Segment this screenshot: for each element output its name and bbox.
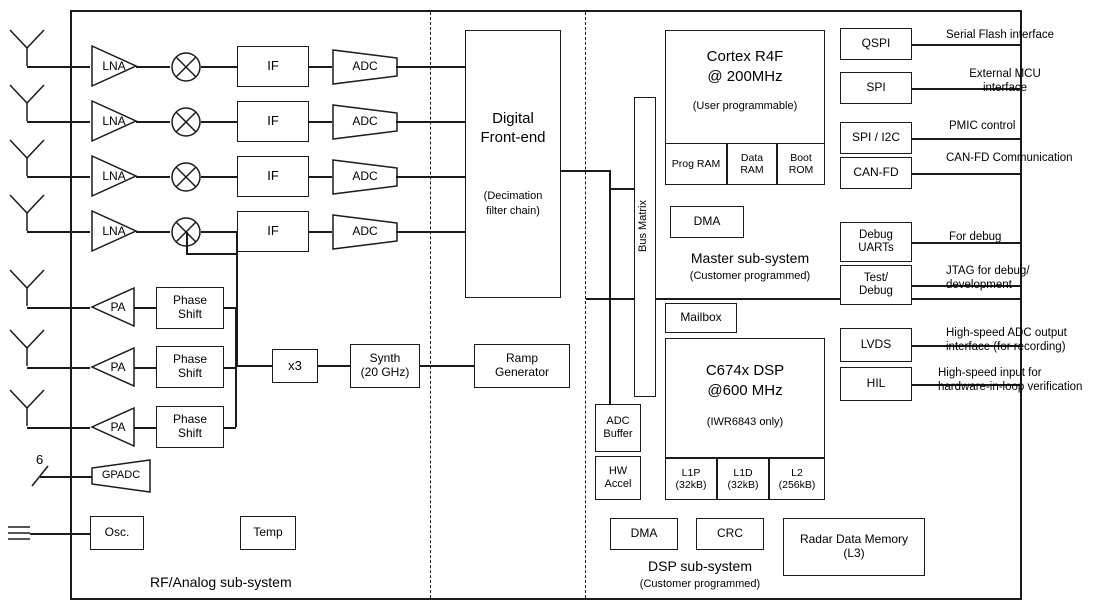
adc-buffer-block (595, 404, 641, 452)
rx-antenna-3-icon (8, 138, 46, 178)
if1-to-adc (309, 66, 332, 68)
chip-border-left (70, 10, 72, 600)
synth-label-line1: Synth (369, 351, 401, 366)
lvds-desc-line1: High-speed ADC output (946, 327, 1067, 339)
test-debug-block (840, 265, 912, 305)
phase-shift-1-label-line1: Phase (172, 293, 208, 308)
radar-mem-label-line1: Radar Data Memory (799, 532, 909, 547)
l1d-block (717, 458, 769, 500)
if-4-label: IF (267, 223, 279, 239)
lna3-to-mixer (136, 176, 170, 178)
mixer4-to-if (201, 231, 237, 233)
test-debug-desc-line2: development (946, 279, 1012, 292)
osc-label: Osc. (104, 525, 130, 540)
spi-desc-line2: interface (982, 81, 1028, 94)
multiplier-label: x3 (288, 357, 302, 373)
test-debug-desc-line1: JTAG for debug/ (946, 265, 1030, 277)
dma-dsp-label: DMA (630, 526, 658, 541)
qspi-line (912, 44, 1020, 46)
chip-border-right (1020, 10, 1022, 600)
pa-2-label: PA (110, 360, 126, 374)
dfe-label-line1: Digital (492, 109, 534, 127)
if-2-label: IF (267, 113, 279, 129)
data-ram-block (727, 143, 777, 185)
tx-antenna-3-icon (8, 388, 46, 428)
lna-2-label: LNA (102, 114, 126, 128)
lna4-to-mixer (136, 231, 170, 233)
rf-analog-subsystem-title: RF/Analog sub-system (150, 574, 292, 590)
test-debug-desc (946, 264, 1100, 293)
lna2-to-mixer (136, 121, 170, 123)
can-fd-label: CAN-FD (853, 165, 899, 180)
osc-block (90, 516, 144, 550)
lo-to-mixer4 (186, 232, 188, 254)
if-block-3 (237, 156, 309, 197)
l2-label-line2: (256kB) (778, 479, 816, 491)
can-fd-block (840, 157, 912, 189)
dma-dsp-block (610, 518, 678, 550)
cortex-label-line1: Cortex R4F (706, 48, 784, 65)
hil-label: HIL (866, 376, 886, 391)
adc-4-label: ADC (352, 224, 378, 238)
l1d-label-line2: (32kB) (727, 479, 759, 491)
mixer-2-icon (170, 106, 202, 138)
tx3-feed (27, 427, 90, 429)
gpadc-count-label: 6 (36, 452, 44, 467)
phase-shift-3 (156, 406, 224, 448)
osc-input-line (30, 533, 90, 535)
c674x-dsp-block (665, 338, 825, 458)
ps3-to-pa3 (134, 427, 156, 429)
radar-mem-label-line2: (L3) (843, 546, 865, 560)
dsp-label-line2: @600 MHz (707, 381, 783, 399)
rx2-feed (27, 121, 90, 123)
lna-1-label: LNA (102, 59, 126, 73)
crc-block (696, 518, 764, 550)
l2-label-line1: L2 (791, 466, 803, 479)
prog-ram-block (665, 143, 727, 185)
divider-digital-proc (585, 12, 586, 598)
can-fd-desc: CAN-FD Communication (946, 152, 1073, 164)
l2-block (769, 458, 825, 500)
adc-buffer-label-line2: Buffer (603, 428, 633, 440)
phase-shift-1 (156, 287, 224, 329)
lvds-desc-line2: interface (for recording) (946, 341, 1066, 354)
lna1-to-mixer (136, 66, 170, 68)
synth-label-line2: (20 GHz) (360, 365, 410, 379)
dsp-subsystem-title: DSP sub-system (648, 558, 752, 574)
hw-accel-label-line1: HW (608, 465, 628, 478)
lna-4-label: LNA (102, 224, 126, 238)
ramp-gen-label-line2: Generator (494, 365, 550, 379)
hil-block (840, 367, 912, 401)
synth-block (350, 344, 420, 388)
mixer-1-icon (170, 51, 202, 83)
l1p-label-line1: L1P (681, 466, 701, 479)
spi-i2c-desc: PMIC control (949, 120, 1016, 132)
tx-antenna-1-icon (8, 268, 46, 308)
qspi-block (840, 28, 912, 60)
divider-rf-digital (430, 12, 431, 598)
ramp-gen-label-line1: Ramp (505, 351, 538, 366)
ps1-bus-stub (224, 307, 236, 309)
spi-i2c-label: SPI / I2C (851, 130, 901, 145)
phase-shift-2-label-line2: Shift (177, 366, 202, 380)
phase-shift-2 (156, 346, 224, 388)
dma-master-block (670, 206, 744, 238)
debug-uarts-label-line1: Debug (859, 228, 893, 241)
dsp-label-line1: C674x DSP (705, 362, 785, 379)
test-debug-label-line2: Debug (859, 285, 893, 297)
adc-buffer-label-line1: ADC (606, 415, 630, 428)
rx-antenna-1-icon (8, 28, 46, 68)
chip-border-bottom (70, 598, 1022, 600)
lo-dist-branch (186, 253, 237, 255)
lvds-block (840, 328, 912, 362)
dfe-to-busmatrix (609, 188, 636, 190)
if2-to-adc (309, 121, 332, 123)
qspi-label: QSPI (861, 36, 891, 51)
phase-shift-1-label-line2: Shift (177, 307, 202, 321)
adc-1-label: ADC (352, 59, 378, 73)
phase-shift-3-label-line2: Shift (177, 426, 202, 440)
mixer-3-icon (170, 161, 202, 193)
adc1-to-dfe (396, 66, 465, 68)
tx1-feed (27, 307, 90, 309)
spi-label: SPI (866, 80, 886, 95)
lvds-desc (946, 326, 1100, 355)
mailbox-label: Mailbox (680, 310, 722, 325)
pa-1-label: PA (110, 300, 126, 314)
if4-to-adc (309, 231, 332, 233)
adc3-to-dfe (396, 176, 465, 178)
tx-antenna-2-icon (8, 328, 46, 368)
mixer1-to-if (201, 66, 237, 68)
phase-shift-3-label-line1: Phase (172, 412, 208, 427)
if-block-2 (237, 101, 309, 142)
if-block-1 (237, 46, 309, 87)
rx-antenna-2-icon (8, 83, 46, 123)
mixer3-to-if (201, 176, 237, 178)
dfe-label-line4: filter chain) (486, 204, 540, 217)
dfe-label-line3: (Decimation (483, 190, 543, 203)
adc-2-label: ADC (352, 114, 378, 128)
test-debug-label-line1: Test/ (863, 271, 889, 284)
dfe-label-line2: Front-end (480, 128, 546, 146)
mailbox-block (665, 303, 737, 333)
ramp-to-synth (420, 365, 474, 367)
synth-to-x3 (318, 365, 350, 367)
ps2-to-pa2 (134, 367, 156, 369)
if-3-label: IF (267, 168, 279, 184)
crc-label: CRC (717, 526, 743, 541)
boot-rom-label-line1: Boot (790, 151, 812, 164)
spi-i2c-block (840, 122, 912, 154)
data-ram-label-line2: RAM (740, 164, 764, 176)
bus-matrix-label: Bus Matrix (637, 200, 649, 252)
ps2-bus-stub (224, 367, 236, 369)
adc2-to-dfe (396, 121, 465, 123)
l1p-label-line2: (32kB) (675, 479, 707, 491)
gpadc-label: GPADC (101, 469, 141, 481)
data-ram-label-line1: Data (740, 151, 764, 164)
phase-shift-2-label-line1: Phase (172, 352, 208, 367)
hil-desc-line2: hardware-in-loop verification (938, 381, 1083, 394)
adc4-to-dfe (396, 231, 465, 233)
l1p-block (665, 458, 717, 500)
hil-desc-line1: High-speed input for (938, 367, 1042, 379)
boot-rom-label-line2: ROM (788, 164, 814, 176)
dfe-to-bus (561, 170, 610, 172)
temp-label: Temp (253, 525, 283, 540)
hil-desc (938, 366, 1100, 395)
dma-master-label: DMA (693, 214, 721, 229)
spi-desc-line1: External MCU (969, 68, 1041, 80)
spi-block (840, 72, 912, 104)
temp-block (240, 516, 296, 550)
if-block-4 (237, 211, 309, 252)
adc-3-label: ADC (352, 169, 378, 183)
ps1-to-pa1 (134, 307, 156, 309)
master-subsystem-title: Master sub-system (690, 250, 810, 266)
dsp-label-line3: (IWR6843 only) (706, 416, 784, 428)
lvds-label: LVDS (860, 337, 892, 352)
lna-3-label: LNA (102, 169, 126, 183)
debug-uarts-desc: For debug (949, 231, 1002, 243)
radar-data-memory-block (783, 518, 925, 576)
master-subsystem-subtitle: (Customer programmed) (689, 270, 811, 282)
ps3-bus-stub (224, 427, 236, 429)
prog-ram-label: Prog RAM (671, 157, 721, 170)
tx2-feed (27, 367, 90, 369)
pa-3-label: PA (110, 420, 126, 434)
chip-border-top (70, 10, 1022, 12)
l1d-label-line1: L1D (733, 466, 753, 479)
rx3-feed (27, 176, 90, 178)
can-fd-line (912, 173, 1020, 175)
cortex-label-line2: @ 200MHz (707, 67, 783, 85)
boot-rom-block (777, 143, 825, 185)
multiplier-x3 (272, 349, 318, 383)
hw-accel-label-line2: Accel (604, 478, 632, 490)
mixer2-to-if (201, 121, 237, 123)
dfe-bus-vertical (609, 170, 611, 413)
debug-uarts-block (840, 222, 912, 262)
if3-to-adc (309, 176, 332, 178)
digital-front-end-block (465, 30, 561, 298)
hw-accel-block (595, 456, 641, 500)
debug-uarts-label-line2: UARTs (858, 242, 894, 254)
spi-i2c-line (912, 138, 1020, 140)
qspi-desc: Serial Flash interface (946, 29, 1055, 41)
crystal-icon (6, 521, 32, 545)
rx4-feed (27, 231, 90, 233)
cortex-label-line3: (User programmable) (692, 100, 798, 112)
rx1-feed (27, 66, 90, 68)
dsp-subsystem-subtitle: (Customer programmed) (639, 578, 761, 590)
if-1-label: IF (267, 58, 279, 74)
spi-desc (940, 68, 1070, 96)
rx-antenna-4-icon (8, 193, 46, 233)
ramp-generator-block (474, 344, 570, 388)
